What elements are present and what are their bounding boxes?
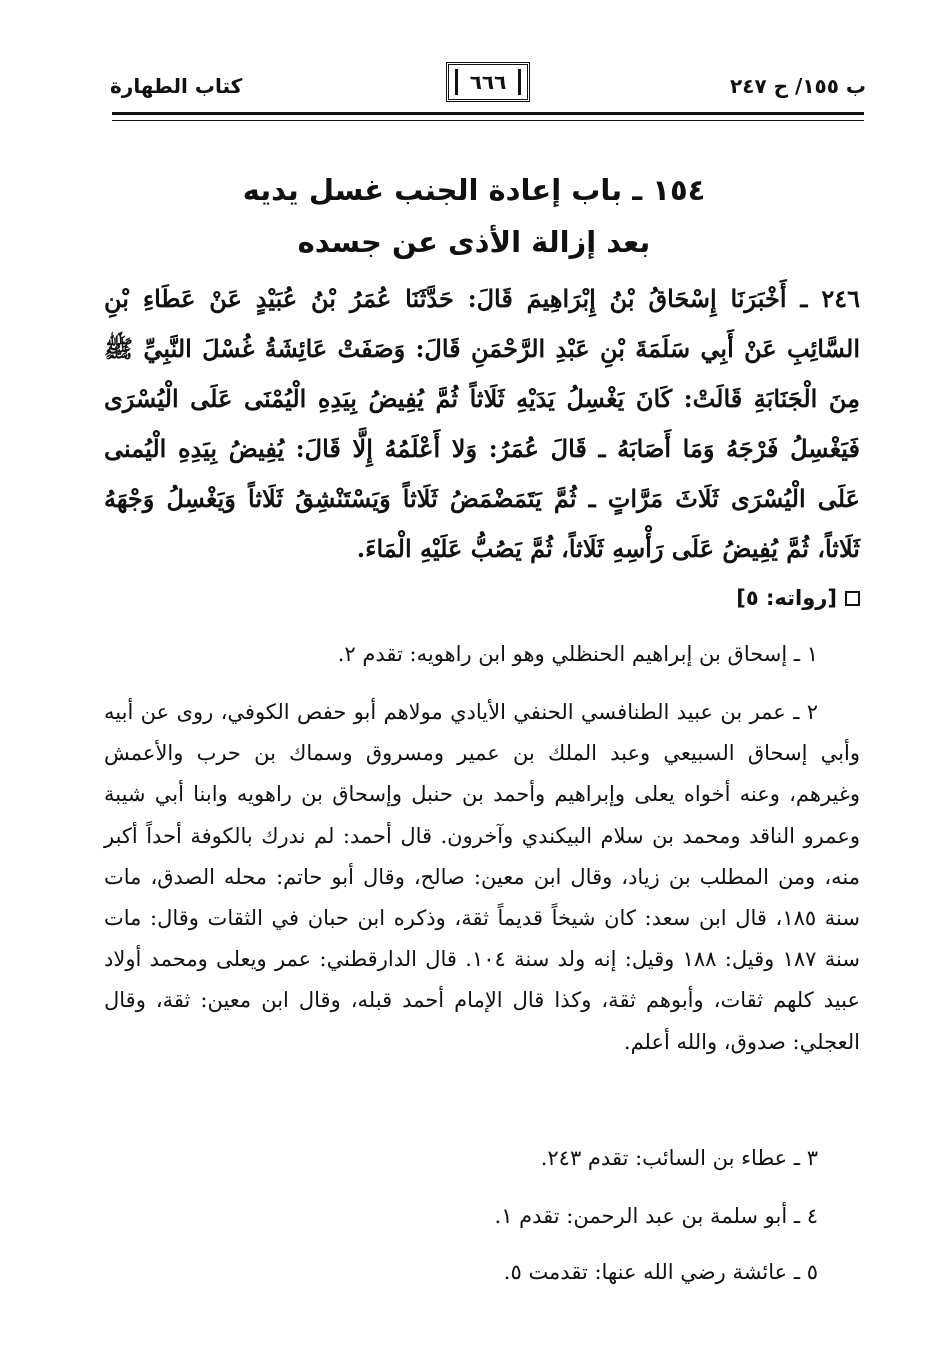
hadith-text-block	[104, 274, 860, 574]
page-number-box	[446, 62, 530, 102]
chapter-title	[100, 164, 848, 268]
book-title: كتاب الطهارة	[110, 74, 243, 98]
narrator-item-2	[104, 692, 860, 1063]
narrator-item-1: ١ ـ إسحاق بن إبراهيم الحنظلي وهو ابن راهويه: تقدم ٢.	[337, 642, 818, 666]
narrator-item-3: ٣ ـ عطاء بن السائب: تقدم ٢٤٣.	[540, 1146, 818, 1170]
page-number: ٦٦٦	[469, 70, 507, 94]
page-reference: ب ١٥٥/ ح ٢٤٧	[730, 74, 866, 98]
narrators-heading-label: [رواته: ٥]	[736, 586, 837, 610]
hadith-text: ـ أَخْبَرَنَا إِسْحَاقُ بْنُ إِبْرَاهِيمَ قَالَ: حَدَّثَنَا عُمَرُ بْنُ عُبَيْدٍ عَنْ عَطَاءِ بْنِ السَّائِبِ عَنْ أَبِي سَلَمَةَ بْنِ عَبْدِ الرَّحْمَنِ قَالَ: وَصَفَتْ عَائِشَةُ غُسْلَ النَّبِيِّ ﷺ مِنَ الْجَنَابَةِ قَالَتْ: كَانَ يَغْسِلُ يَدَيْهِ ثَلَاثاً ثُمَّ يُفِيضُ بِيَدِهِ الْيُمْنَى عَلَى الْيُسْرَى فَيَغْسِلُ فَرْجَهُ وَمَا أَصَابَهُ ـ قَالَ عُمَرُ: وَلا أَعْلَمُهُ إِلَّا قَالَ: يُفِيضُ بِيَدِهِ الْيُمنى عَلَى الْيُسْرَى ثَلَاثَ مَرَّاتٍ ـ ثُمَّ يَتَمَضْمَضُ ثَلَاثاً وَيَسْتَنْشِقُ ثَلَاثاً وَيَغْسِلُ وَجْهَهُ ثَلَاثاً، ثُمَّ يُفِيضُ عَلَى رَأْسِهِ ثَلَاثاً، ثُمَّ يَصُبُّ عَلَيْهِ الْمَاءَ.	[104, 284, 860, 563]
narrator-item-4: ٤ ـ أبو سلمة بن عبد الرحمن: تقدم ١.	[494, 1204, 818, 1228]
header-divider	[112, 112, 864, 121]
page-header	[110, 62, 866, 110]
narrator-item-5: ٥ ـ عائشة رضي الله عنها: تقدمت ٥.	[503, 1260, 818, 1284]
chapter-title-line-1: ١٥٤ ـ باب إعادة الجنب غسل يديه	[242, 173, 706, 207]
chapter-title-line-2: بعد إزالة الأذى عن جسده	[297, 225, 651, 259]
narrators-heading	[736, 586, 860, 610]
square-bullet-icon	[845, 591, 860, 606]
narrator-item-2-text: ٢ ـ عمر بن عبيد الطنافسي الحنفي الأيادي مولاهم أبو حفص الكوفي، روى عن أبيه وأبي إسحاق السبيعي وعبد الملك بن عمير ومسروق وسماك بن حرب والأعمش وغيرهم، وعنه أخواه يعلى وإبراهيم وأحمد بن حنبل وإسحاق بن راهويه وابنا أبي شيبة وعمرو الناقد ومحمد بن سلام البيكندي وآخرون. قال أحمد: لم ندرك بالكوفة أحداً أكبر منه، ومن المطلب بن زياد، وقال ابن معين: صالح، وقال أبو حاتم: محله الصدق، مات سنة ١٨٥، قال ابن سعد: كان شيخاً قديماً ثقة، وذكره ابن حبان في الثقات وقال: مات سنة ١٨٧ وقيل: ١٨٨ وقيل: إنه ولد سنة ١٠٤. قال الدارقطني: عمر ويعلى ومحمد أولاد عبيد كلهم ثقات، وأبوهم ثقة، وكذا قال الإمام أحمد قبله، وقال ابن معين: ثقة، وقال العجلي: صدوق، والله أعلم.	[104, 700, 860, 1054]
hadith-number: ٢٤٦	[821, 284, 860, 313]
